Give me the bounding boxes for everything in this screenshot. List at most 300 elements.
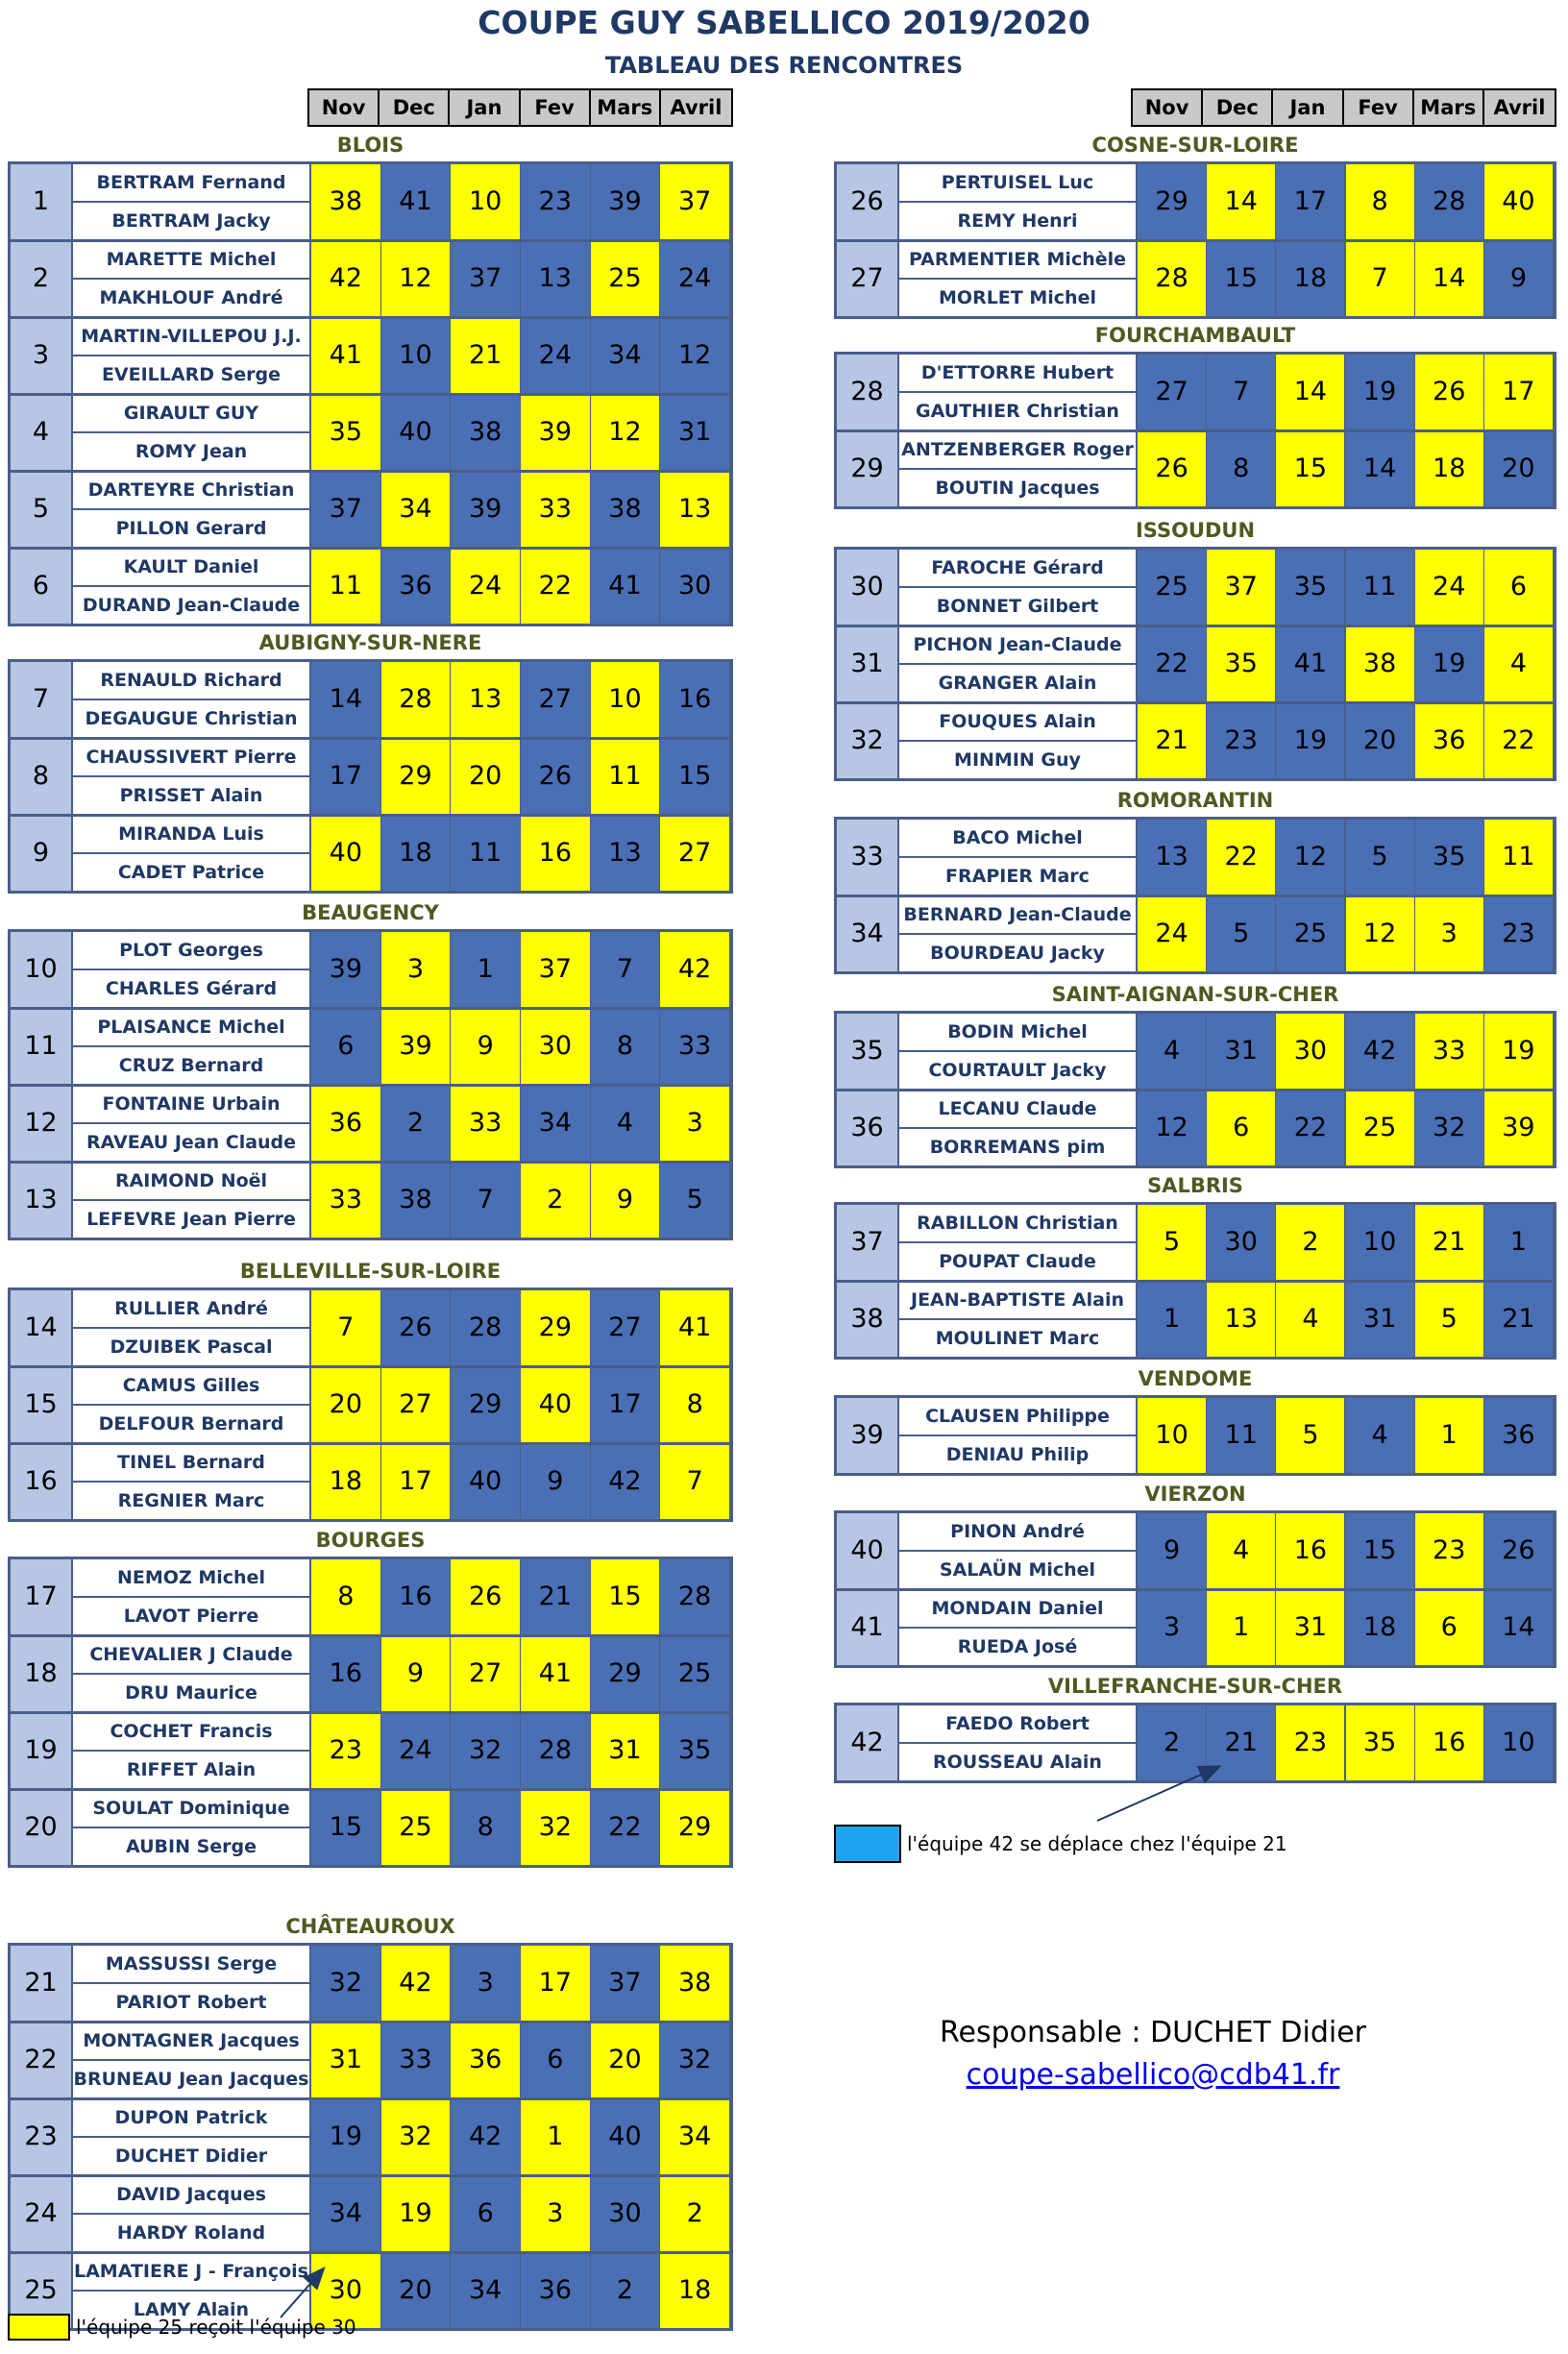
player-name: MARTIN-VILLEPOU J.J. — [73, 318, 309, 356]
player-name: PLOT Georges — [73, 932, 309, 970]
email-link[interactable]: coupe-sabellico@cdb41.fr — [966, 2058, 1340, 2092]
match-cell: 35 — [311, 395, 380, 470]
match-cell: 41 — [381, 164, 451, 239]
match-cell: 38 — [311, 164, 380, 239]
team-number: 28 — [837, 355, 899, 429]
player-name: SOULAT Dominique — [73, 1790, 309, 1828]
player-name: RIFFET Alain — [126, 1759, 257, 1780]
player-name: BERNARD Jean-Claude — [899, 896, 1136, 935]
match-cell: 25 — [591, 241, 660, 316]
player-name: CLAUSEN Philippe — [899, 1398, 1136, 1436]
match-cell: 11 — [591, 739, 660, 814]
match-cell: 6 — [1207, 1091, 1275, 1165]
legend-blue-text: l'équipe 42 se déplace chez l'équipe 21 — [907, 1832, 1287, 1855]
player-name: PICHON Jean-Claude — [899, 626, 1136, 665]
player-name: DUCHET Didier — [114, 2146, 268, 2167]
match-cell: 17 — [591, 1367, 660, 1442]
player-name: MONDAIN Daniel — [899, 1590, 1136, 1629]
player-name: DENIAU Philip — [945, 1444, 1090, 1465]
player-name: RABILLON Christian — [899, 1205, 1136, 1243]
player-name: BOURDEAU Jacky — [930, 943, 1105, 964]
team-number: 39 — [837, 1398, 899, 1473]
match-cell: 3 — [1138, 1590, 1206, 1665]
match-cell: 7 — [1346, 241, 1414, 316]
match-cell: 10 — [1484, 1705, 1553, 1780]
player-name: AUBIN Serge — [125, 1836, 257, 1857]
player-name: BODIN Michel — [899, 1014, 1136, 1052]
match-cell: 18 — [1276, 241, 1344, 316]
match-cell: 40 — [591, 2099, 660, 2174]
player-name: ANTZENBERGER Roger — [899, 431, 1136, 470]
player-name: PERTUISEL Luc — [899, 164, 1136, 203]
match-cell: 33 — [521, 472, 590, 547]
match-cell: 2 — [521, 1163, 590, 1238]
match-cell: 13 — [660, 472, 729, 547]
month-header-cell: Avril — [661, 90, 731, 125]
player-name: PARIOT Robert — [115, 1992, 267, 2013]
match-cell: 39 — [1484, 1091, 1553, 1165]
match-cell: 12 — [1276, 820, 1344, 895]
match-cell: 1 — [1484, 1205, 1553, 1280]
player-name: FAROCHE Gérard — [899, 550, 1136, 588]
match-cell: 5 — [1276, 1398, 1344, 1473]
match-cell: 42 — [451, 2099, 520, 2174]
match-cell: 37 — [451, 241, 520, 316]
match-cell: 27 — [451, 1636, 520, 1711]
player-name: MAKHLOUF André — [99, 287, 283, 308]
match-cell: 40 — [1484, 164, 1553, 239]
match-cell: 42 — [660, 932, 729, 1007]
player-name: LAVOT Pierre — [123, 1606, 259, 1627]
match-cell: 39 — [521, 395, 590, 470]
match-cell: 19 — [1276, 703, 1344, 778]
city-heading: BLOIS — [336, 134, 404, 157]
team-number: 5 — [11, 472, 73, 547]
match-cell: 31 — [1276, 1590, 1344, 1665]
match-cell: 18 — [1346, 1590, 1414, 1665]
match-cell: 11 — [1207, 1398, 1275, 1473]
team-number: 6 — [11, 549, 73, 624]
match-cell: 32 — [660, 2023, 729, 2097]
city-heading: SAINT-AIGNAN-SUR-CHER — [1051, 983, 1339, 1006]
match-cell: 3 — [521, 2176, 590, 2251]
match-cell: 26 — [521, 739, 590, 814]
match-cell: 26 — [1138, 431, 1206, 506]
match-cell: 30 — [660, 549, 729, 624]
city-heading: FOURCHAMBAULT — [1094, 324, 1296, 347]
match-cell: 36 — [311, 1086, 380, 1161]
player-name: BRUNEAU Jean Jacques — [73, 2069, 309, 2090]
match-cell: 26 — [381, 1290, 451, 1365]
match-cell: 40 — [521, 1367, 590, 1442]
match-cell: 17 — [311, 739, 380, 814]
month-header-cell: Fev — [521, 90, 591, 125]
match-cell: 2 — [660, 2176, 729, 2251]
player-name: DUPON Patrick — [73, 2099, 309, 2138]
match-cell: 22 — [1484, 703, 1553, 778]
match-cell: 25 — [660, 1636, 729, 1711]
match-cell: 14 — [1415, 241, 1483, 316]
player-name: MONTAGNER Jacques — [73, 2023, 309, 2061]
match-cell: 27 — [381, 1367, 451, 1442]
match-cell: 1 — [1138, 1282, 1206, 1357]
team-number: 4 — [11, 395, 73, 470]
match-cell: 15 — [591, 1559, 660, 1634]
match-cell: 39 — [451, 472, 520, 547]
match-cell: 19 — [1484, 1014, 1553, 1089]
match-cell: 41 — [521, 1636, 590, 1711]
match-cell: 18 — [1415, 431, 1483, 506]
player-name: RAVEAU Jean Claude — [86, 1132, 297, 1153]
match-cell: 30 — [1276, 1014, 1344, 1089]
match-cell: 32 — [311, 1946, 380, 2021]
match-cell: 3 — [1415, 896, 1483, 971]
match-cell: 39 — [311, 932, 380, 1007]
team-number: 11 — [11, 1009, 73, 1084]
arrow-legend-yellow — [281, 2269, 323, 2317]
player-name: PINON André — [899, 1513, 1136, 1552]
match-cell: 32 — [381, 2099, 451, 2174]
match-cell: 6 — [521, 2023, 590, 2097]
match-cell: 26 — [1415, 355, 1483, 429]
player-name: LAMATIERE J - François — [73, 2253, 309, 2292]
player-name: DELFOUR Bernard — [98, 1413, 284, 1434]
player-name: BACO Michel — [899, 820, 1136, 858]
team-number: 22 — [11, 2023, 73, 2097]
match-cell: 40 — [381, 395, 451, 470]
player-name: BOUTIN Jacques — [935, 478, 1100, 499]
match-cell: 33 — [311, 1163, 380, 1238]
player-name: LAMY Alain — [133, 2299, 250, 2320]
match-cell: 27 — [660, 816, 729, 891]
match-cell: 2 — [591, 2253, 660, 2328]
match-cell: 24 — [521, 318, 590, 393]
match-cell: 38 — [1346, 626, 1414, 701]
match-cell: 16 — [381, 1559, 451, 1634]
match-cell: 31 — [1346, 1282, 1414, 1357]
arrow-legend-blue — [1097, 1767, 1218, 1821]
match-cell: 11 — [311, 549, 380, 624]
match-cell: 29 — [451, 1367, 520, 1442]
match-cell: 40 — [311, 816, 380, 891]
match-cell: 32 — [451, 1713, 520, 1788]
match-cell: 27 — [521, 662, 590, 737]
match-cell: 24 — [1138, 896, 1206, 971]
match-cell: 13 — [1138, 820, 1206, 895]
match-cell: 13 — [521, 241, 590, 316]
player-name: DAVID Jacques — [73, 2176, 309, 2215]
match-cell: 23 — [1484, 896, 1553, 971]
match-cell: 31 — [660, 395, 729, 470]
match-cell: 41 — [660, 1290, 729, 1365]
match-cell: 35 — [660, 1713, 729, 1788]
player-name: RUEDA José — [957, 1636, 1078, 1657]
match-cell: 22 — [521, 549, 590, 624]
match-cell: 42 — [1346, 1014, 1414, 1089]
match-cell: 12 — [1138, 1091, 1206, 1165]
match-cell: 14 — [311, 662, 380, 737]
match-cell: 42 — [591, 1444, 660, 1519]
team-number: 20 — [11, 1790, 73, 1865]
match-cell: 38 — [660, 1946, 729, 2021]
match-cell: 27 — [1138, 355, 1206, 429]
team-number: 29 — [837, 431, 899, 506]
team-number: 31 — [837, 626, 899, 701]
match-cell: 38 — [381, 1163, 451, 1238]
player-name: KAULT Daniel — [73, 549, 309, 587]
match-cell: 6 — [311, 1009, 380, 1084]
match-cell: 16 — [660, 662, 729, 737]
month-header-cell: Mars — [1414, 90, 1484, 125]
match-cell: 4 — [1346, 1398, 1414, 1473]
match-cell: 4 — [1484, 626, 1553, 701]
team-number: 32 — [837, 703, 899, 778]
player-name: CHARLES Gérard — [105, 978, 278, 999]
match-cell: 8 — [311, 1559, 380, 1634]
month-header-cell: Dec — [380, 90, 450, 125]
match-cell: 3 — [660, 1086, 729, 1161]
match-cell: 34 — [591, 318, 660, 393]
player-name: NEMOZ Michel — [73, 1559, 309, 1598]
month-header-cell: Dec — [1203, 90, 1273, 125]
match-cell: 19 — [1415, 626, 1483, 701]
team-number: 13 — [11, 1163, 73, 1238]
match-cell: 20 — [1346, 703, 1414, 778]
match-cell: 22 — [1207, 820, 1275, 895]
team-number: 27 — [837, 241, 899, 316]
month-header-cell: Fev — [1344, 90, 1414, 125]
team-number: 33 — [837, 820, 899, 895]
match-cell: 42 — [381, 1946, 451, 2021]
match-cell: 8 — [591, 1009, 660, 1084]
match-cell: 20 — [591, 2023, 660, 2097]
match-cell: 15 — [1276, 431, 1344, 506]
city-heading: VIERZON — [1144, 1483, 1246, 1506]
match-cell: 8 — [1207, 431, 1275, 506]
match-cell: 5 — [660, 1163, 729, 1238]
match-cell: 3 — [381, 932, 451, 1007]
match-cell: 31 — [1207, 1014, 1275, 1089]
team-number: 1 — [11, 164, 73, 239]
player-name: MOULINET Marc — [935, 1328, 1100, 1349]
match-cell: 32 — [1415, 1091, 1483, 1165]
player-name: REMY Henri — [957, 210, 1078, 232]
player-name: FAEDO Robert — [899, 1705, 1136, 1744]
team-number: 24 — [11, 2176, 73, 2251]
match-cell: 9 — [1138, 1513, 1206, 1588]
match-cell: 35 — [1346, 1705, 1414, 1780]
city-heading: AUBIGNY-SUR-NERE — [258, 631, 482, 654]
team-number: 17 — [11, 1559, 73, 1634]
player-name: CHAUSSIVERT Pierre — [73, 739, 309, 777]
match-cell: 29 — [521, 1290, 590, 1365]
player-name: FONTAINE Urbain — [73, 1086, 309, 1124]
team-number: 12 — [11, 1086, 73, 1161]
team-number: 15 — [11, 1367, 73, 1442]
match-cell: 25 — [1346, 1091, 1414, 1165]
match-cell: 13 — [591, 816, 660, 891]
player-name: DRU Maurice — [125, 1682, 257, 1704]
city-heading: ISSOUDUN — [1135, 519, 1256, 542]
city-heading: CHÂTEAUROUX — [285, 1915, 455, 1938]
match-cell: 30 — [311, 2253, 380, 2328]
match-cell: 17 — [1484, 355, 1553, 429]
city-heading: VILLEFRANCHE-SUR-CHER — [1047, 1675, 1343, 1698]
match-cell: 9 — [521, 1444, 590, 1519]
match-cell: 19 — [1346, 355, 1414, 429]
match-cell: 24 — [381, 1713, 451, 1788]
month-header-cell: Jan — [1273, 90, 1343, 125]
match-cell: 7 — [591, 932, 660, 1007]
match-cell: 16 — [311, 1636, 380, 1711]
match-cell: 29 — [1138, 164, 1206, 239]
match-cell: 37 — [521, 932, 590, 1007]
team-number: 21 — [11, 1946, 73, 2021]
match-cell: 5 — [1346, 820, 1414, 895]
match-cell: 24 — [1415, 550, 1483, 625]
match-cell: 33 — [1415, 1014, 1483, 1089]
player-name: MINMIN Guy — [954, 749, 1081, 771]
player-name: ROMY Jean — [135, 441, 248, 462]
match-cell: 9 — [591, 1163, 660, 1238]
match-cell: 29 — [660, 1790, 729, 1865]
month-header-cell: Nov — [1133, 90, 1203, 125]
match-cell: 28 — [451, 1290, 520, 1365]
match-cell: 23 — [521, 164, 590, 239]
match-cell: 41 — [591, 549, 660, 624]
match-cell: 23 — [311, 1713, 380, 1788]
player-name: MARETTE Michel — [73, 241, 309, 280]
match-cell: 8 — [1346, 164, 1414, 239]
match-cell: 15 — [1346, 1513, 1414, 1588]
team-number: 3 — [11, 318, 73, 393]
match-cell: 7 — [451, 1163, 520, 1238]
player-name: DARTEYRE Christian — [73, 472, 309, 510]
city-heading: COSNE-SUR-LOIRE — [1091, 134, 1299, 157]
match-cell: 30 — [591, 2176, 660, 2251]
match-cell: 28 — [1415, 164, 1483, 239]
match-cell: 12 — [1346, 896, 1414, 971]
match-cell: 39 — [591, 164, 660, 239]
match-cell: 2 — [1138, 1705, 1206, 1780]
match-cell: 41 — [311, 318, 380, 393]
match-cell: 24 — [451, 549, 520, 624]
player-name: SALAÜN Michel — [939, 1559, 1096, 1581]
team-number: 9 — [11, 816, 73, 891]
match-cell: 14 — [1276, 355, 1344, 429]
player-name: COCHET Francis — [73, 1713, 309, 1752]
team-number: 40 — [837, 1513, 899, 1588]
match-cell: 8 — [451, 1790, 520, 1865]
player-name: D'ETTORRE Hubert — [899, 355, 1136, 393]
match-cell: 22 — [1138, 626, 1206, 701]
match-cell: 34 — [451, 2253, 520, 2328]
player-name: PRISSET Alain — [119, 785, 263, 806]
player-name: RENAULD Richard — [73, 662, 309, 700]
team-number: 36 — [837, 1091, 899, 1165]
match-cell: 31 — [311, 2023, 380, 2097]
match-cell: 36 — [1484, 1398, 1553, 1473]
player-name: POUPAT Claude — [939, 1251, 1096, 1272]
player-name: MORLET Michel — [939, 287, 1096, 308]
match-cell: 25 — [381, 1790, 451, 1865]
match-cell: 25 — [1276, 896, 1344, 971]
player-name: LEFEVRE Jean Pierre — [86, 1209, 296, 1230]
match-cell: 10 — [381, 318, 451, 393]
player-name: REGNIER Marc — [117, 1490, 265, 1511]
match-cell: 18 — [381, 816, 451, 891]
match-cell: 37 — [591, 1946, 660, 2021]
match-cell: 21 — [1138, 703, 1206, 778]
match-cell: 34 — [311, 2176, 380, 2251]
city-heading: VENDOME — [1138, 1367, 1253, 1390]
city-heading: BOURGES — [315, 1529, 426, 1552]
match-cell: 21 — [451, 318, 520, 393]
match-cell: 7 — [1207, 355, 1275, 429]
match-cell: 24 — [660, 241, 729, 316]
player-name: CAMUS Gilles — [73, 1367, 309, 1406]
player-name: RAIMOND Noël — [73, 1163, 309, 1201]
match-cell: 21 — [1415, 1205, 1483, 1280]
match-cell: 6 — [1415, 1590, 1483, 1665]
match-cell: 10 — [1138, 1398, 1206, 1473]
team-number: 14 — [11, 1290, 73, 1365]
team-number: 10 — [11, 932, 73, 1007]
match-cell: 36 — [521, 2253, 590, 2328]
page-subtitle: TABLEAU DES RENCONTRES — [604, 52, 964, 79]
match-cell: 25 — [1138, 550, 1206, 625]
match-cell: 41 — [1276, 626, 1344, 701]
player-name: DURAND Jean-Claude — [82, 595, 301, 616]
match-cell: 34 — [660, 2099, 729, 2174]
match-cell: 2 — [1276, 1205, 1344, 1280]
match-cell: 20 — [1484, 431, 1553, 506]
team-number: 26 — [837, 164, 899, 239]
match-cell: 18 — [311, 1444, 380, 1519]
match-cell: 23 — [1207, 703, 1275, 778]
match-cell: 12 — [381, 241, 451, 316]
match-cell: 17 — [521, 1946, 590, 2021]
match-cell: 29 — [381, 739, 451, 814]
player-name: CHEVALIER J Claude — [73, 1636, 309, 1675]
match-cell: 28 — [1138, 241, 1206, 316]
month-header-cell: Jan — [450, 90, 520, 125]
team-number: 30 — [837, 550, 899, 625]
match-cell: 15 — [1207, 241, 1275, 316]
player-name: MASSUSSI Serge — [73, 1946, 309, 1984]
match-cell: 35 — [1207, 626, 1275, 701]
player-name: BERTRAM Jacky — [111, 210, 271, 232]
match-cell: 21 — [521, 1559, 590, 1634]
player-name: PLAISANCE Michel — [73, 1009, 309, 1047]
player-name: GAUTHIER Christian — [916, 401, 1119, 422]
match-cell: 6 — [451, 2176, 520, 2251]
match-cell: 34 — [521, 1086, 590, 1161]
match-cell: 37 — [660, 164, 729, 239]
match-cell: 4 — [591, 1086, 660, 1161]
player-name: PILLON Gerard — [115, 518, 267, 539]
match-cell: 6 — [1484, 550, 1553, 625]
match-cell: 22 — [1276, 1091, 1344, 1165]
match-cell: 21 — [1207, 1705, 1275, 1780]
match-cell: 12 — [591, 395, 660, 470]
match-cell: 35 — [1276, 550, 1344, 625]
match-cell: 19 — [311, 2099, 380, 2174]
match-cell: 14 — [1484, 1590, 1553, 1665]
match-cell: 26 — [1484, 1513, 1553, 1588]
match-cell: 9 — [451, 1009, 520, 1084]
match-cell: 20 — [381, 2253, 451, 2328]
